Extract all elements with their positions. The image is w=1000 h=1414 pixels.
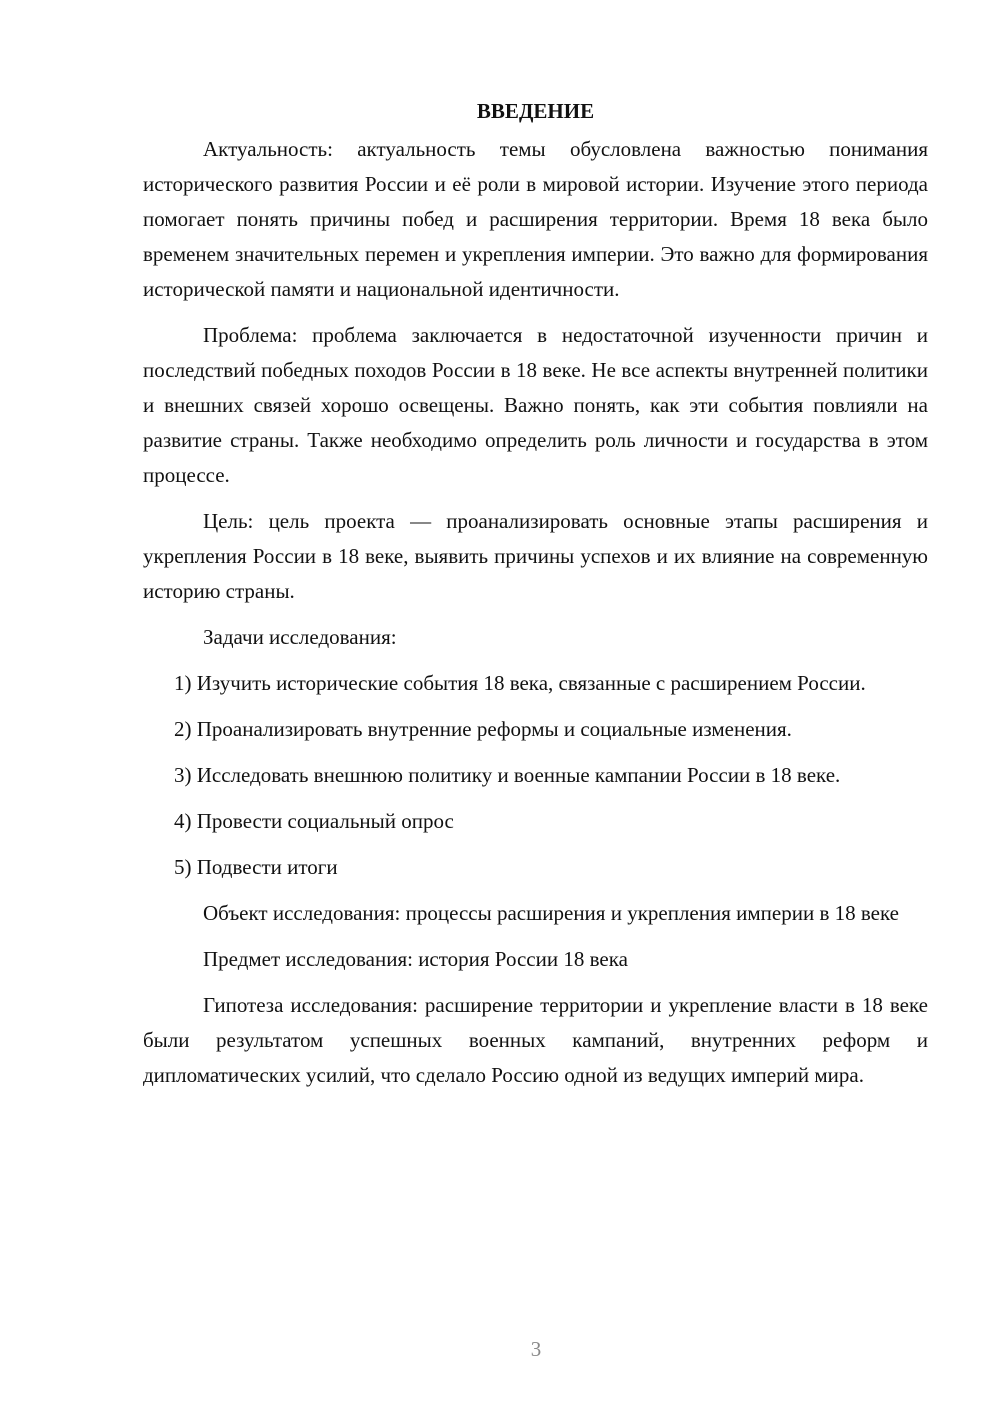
page-number: 3 (530, 1337, 542, 1361)
subject-paragraph: Предмет исследования: история России 18 века (203, 947, 628, 971)
relevance-paragraph: Актуальность: актуальность темы обусловлена важностью понимания исторического развития России и её роли в мировой истории. Изучение этого периода помогает понять причины побед и расширения территории. Время 18 века было временем значительных перемен и укрепления империи. Это важно для формирования исторической памяти и национальной идентичности. (143, 137, 928, 301)
object-paragraph: Объект исследования: процессы расширения и укрепления империи в 18 веке (203, 901, 899, 925)
page-title: ВВЕДЕНИЕ (476, 99, 595, 123)
tasks-heading: Задачи исследования: (203, 625, 397, 649)
list-item: 2) Проанализировать внутренние реформы и социальные изменения. (174, 717, 792, 741)
list-item: 4) Провести социальный опрос (174, 809, 454, 833)
tasks-list (143, 666, 928, 885)
document-page (143, 96, 928, 1104)
goal-paragraph: Цель: цель проекта — проанализировать основные этапы расширения и укрепления России в 18 веке, выявить причины успехов и их влияние на современную историю страны. (143, 509, 928, 603)
hypothesis-paragraph: Гипотеза исследования: расширение территории и укрепление власти в 18 веке были результатом успешных военных кампаний, внутренних реформ и дипломатических усилий, что сделало Россию одной из ведущих империй мира. (143, 993, 928, 1087)
list-item: 3) Исследовать внешнюю политику и военные кампании России в 18 веке. (174, 763, 841, 787)
problem-paragraph: Проблема: проблема заключается в недостаточной изученности причин и последствий победных походов России в 18 веке. Не все аспекты внутренней политики и внешних связей хорошо освещены. Важно понять, как эти события повлияли на развитие страны. Также необходимо определить роль личности и государства в этом процессе. (143, 323, 928, 487)
list-item: 5) Подвести итоги (174, 855, 338, 879)
list-item: 1) Изучить исторические события 18 века, связанные с расширением России. (174, 671, 866, 695)
